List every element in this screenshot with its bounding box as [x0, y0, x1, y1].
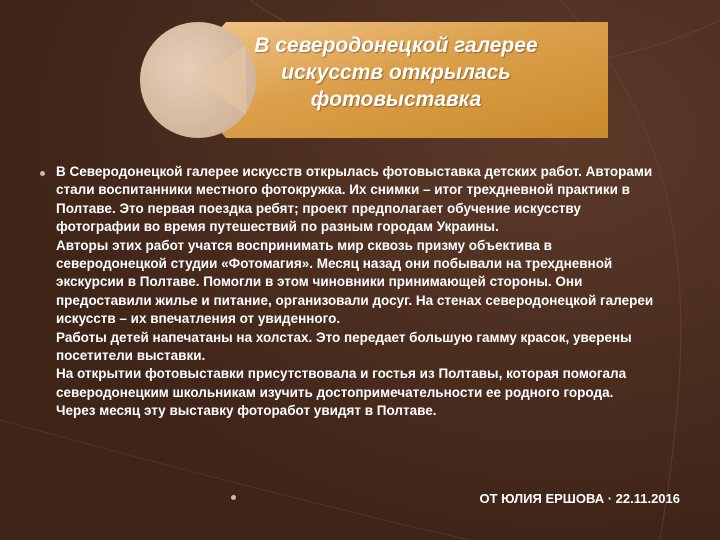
- slide-title: В северодонецкой галерее искусств открылась фотовыставка: [254, 34, 538, 111]
- body-paragraph: Авторы этих работ учатся воспринимать мир сквозь призму объектива в северодонецкой студии «Фотомагия». Месяц назад они побывали на трехдневной экскурсии в Полтаве. Помогли в этом чиновники принимающей стороны. Они предоставили жилье и питание, организовали досуг. На стенах северодонецкой галереи искусств – их впечатления от увиденного.: [56, 237, 654, 327]
- body-paragraph: Через месяц эту выставку фоторабот увидят в Полтаве.: [56, 403, 437, 419]
- body-paragraph: В Северодонецкой галерее искусств открылась фотовыставка детских работ. Авторами стали воспитанники местного фотокружка. Их снимки – итог трехдневной практики в Полтаве. Это первая поездка ребят; проект предполагает обучение искусству фотографии во время путешествий по разным городам Украины.: [56, 164, 653, 235]
- body-paragraph: Работы детей напечатаны на холстах. Это передает большую гамму красок, уверены посетители выставки.: [56, 329, 632, 364]
- bullet-dot-icon: [40, 171, 45, 176]
- slide-footer: ОТ ЮЛИЯ ЕРШОВА · 22.11.2016: [479, 491, 680, 506]
- bullet-dot-icon: [231, 495, 236, 500]
- slide-body: [56, 163, 666, 421]
- body-paragraph: На открытии фотовыставки присутствовала и гостья из Полтавы, которая помогала северодонецким школьникам изучить достопримечательности ее родного города.: [56, 366, 627, 400]
